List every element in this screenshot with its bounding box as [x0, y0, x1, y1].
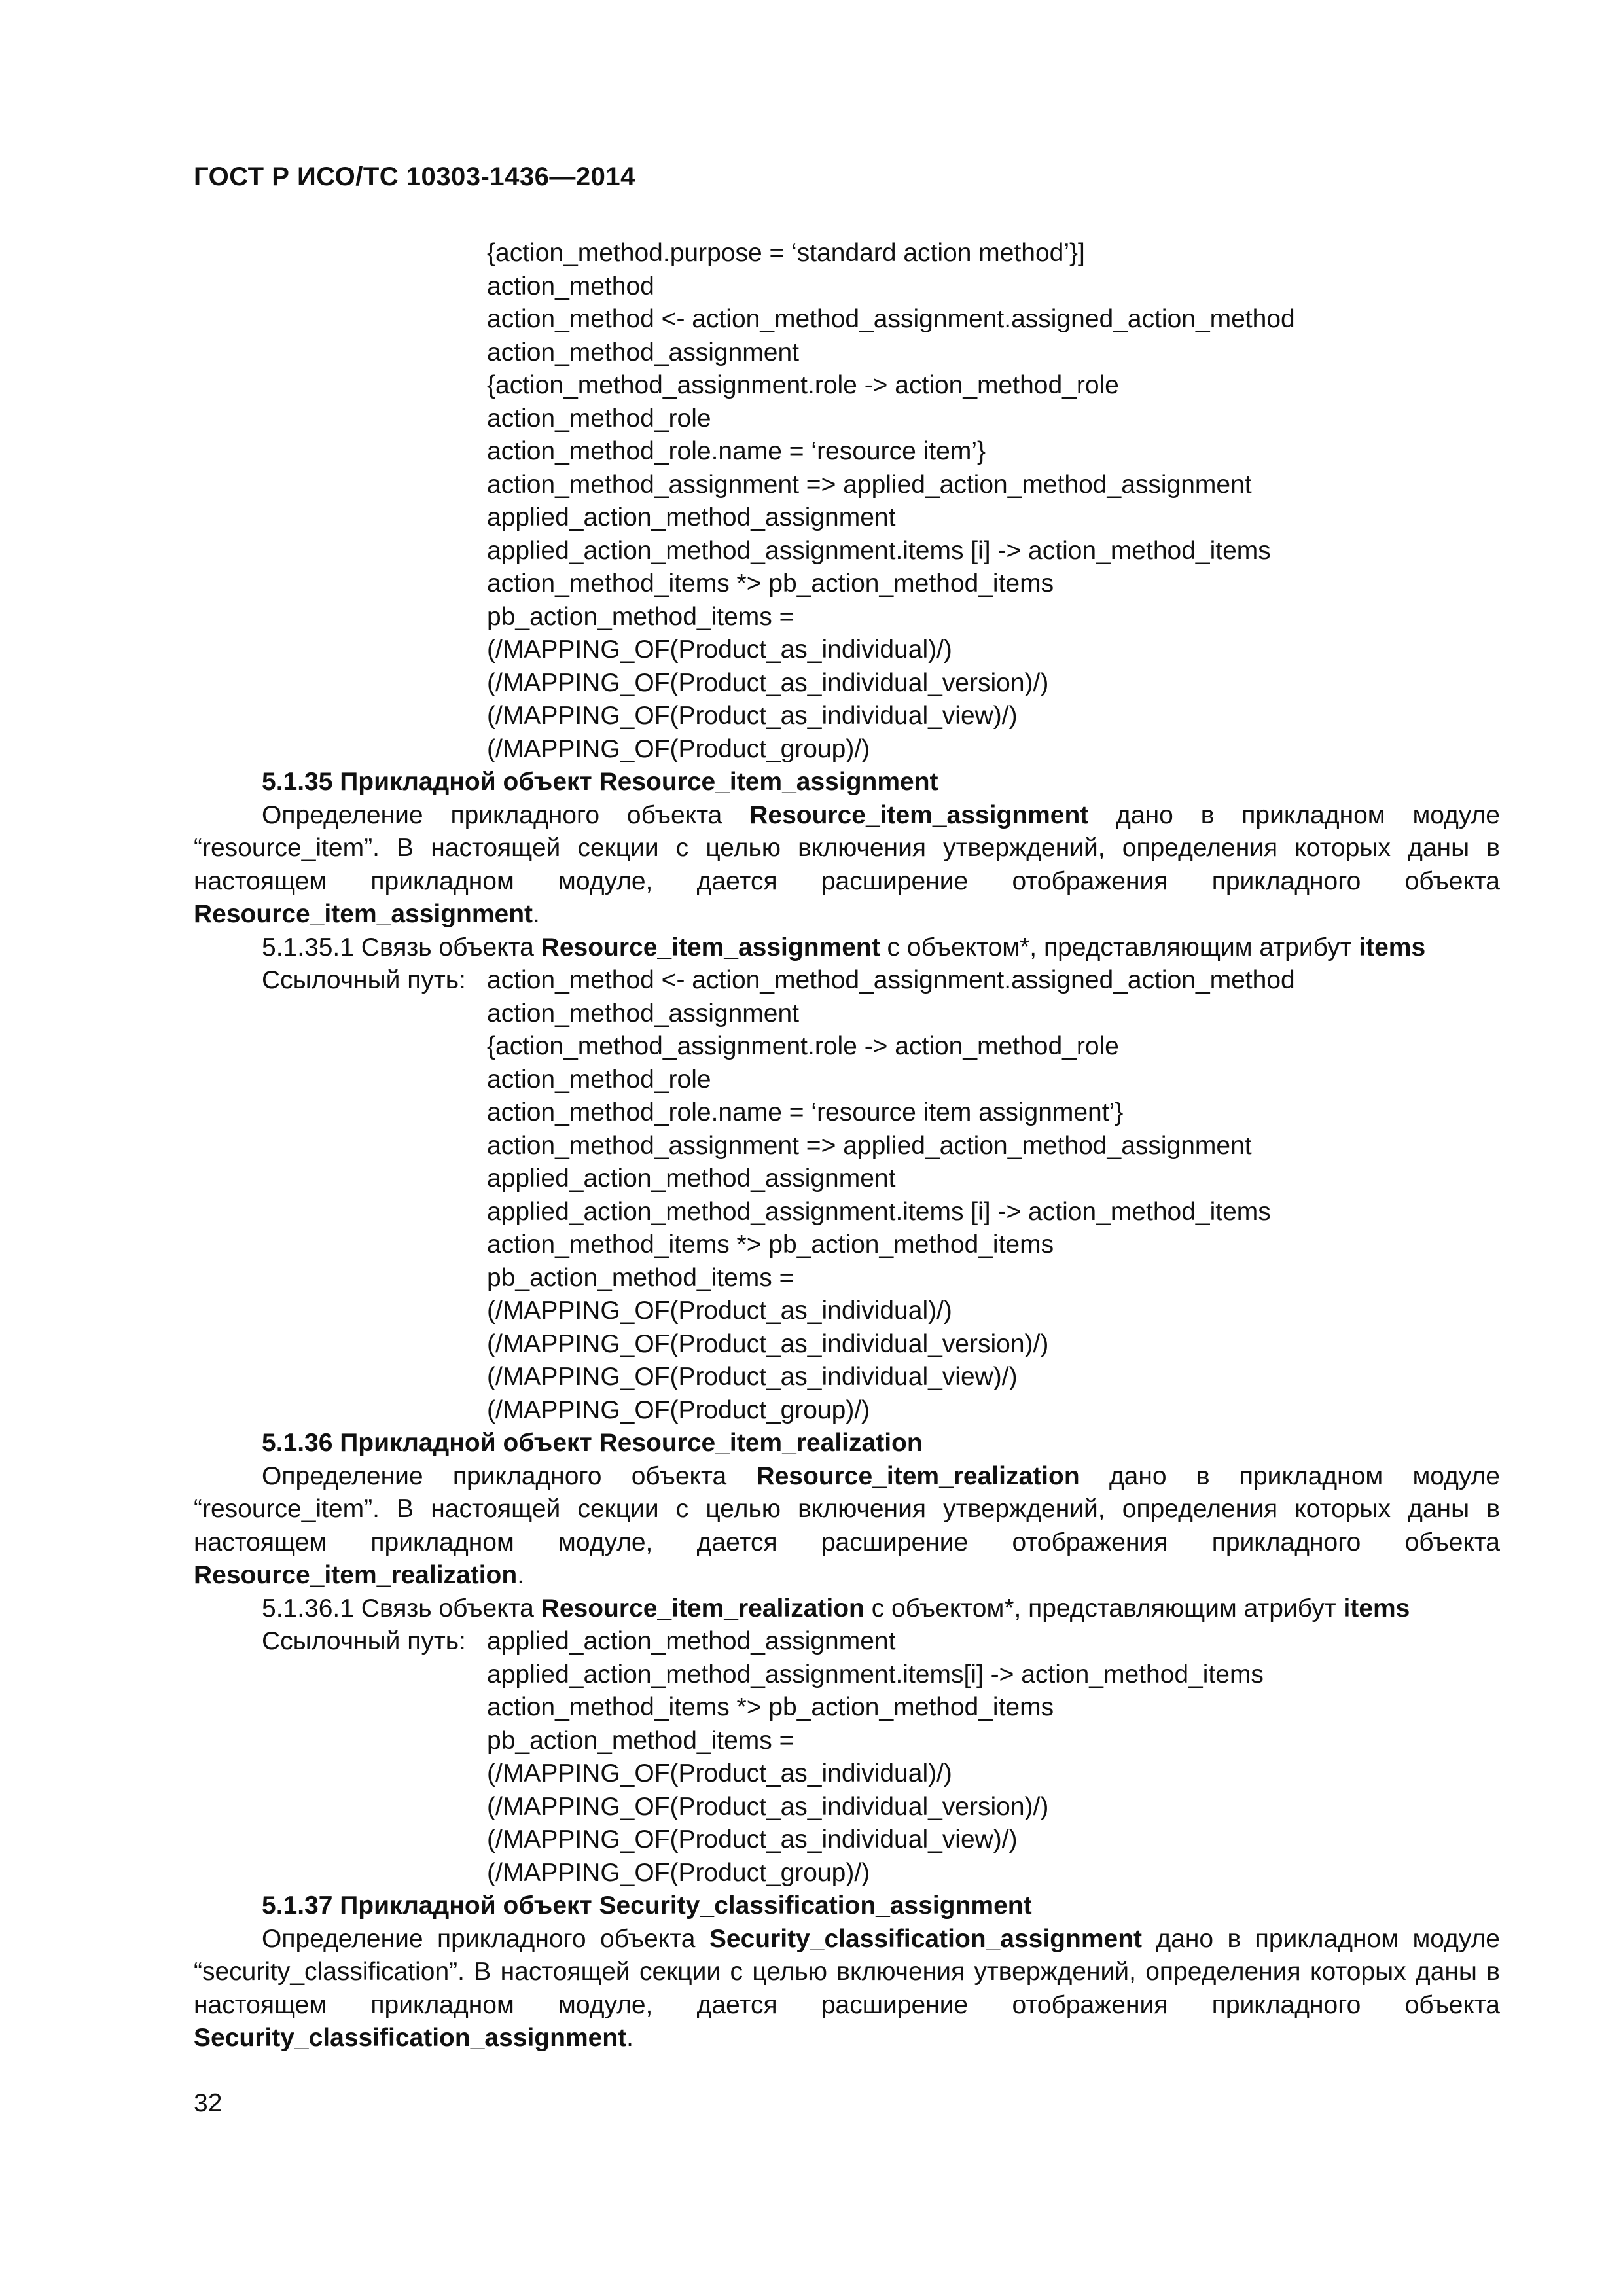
- code-line: (/MAPPING_OF(Product_as_individual_version)/): [487, 1792, 1049, 1821]
- code-line: action_method_items *> pb_action_method_items: [487, 1693, 1054, 1721]
- code-line: pb_action_method_items =: [487, 1263, 794, 1292]
- code-line: (/MAPPING_OF(Product_group)/): [487, 1858, 870, 1887]
- page-content: [194, 237, 1500, 2055]
- code-line: action_method <- action_method_assignment.assigned_action_method: [487, 966, 1295, 994]
- object-name: Security_classification_assignment: [194, 2024, 627, 2052]
- paragraph-text: дано в прикладном модуле “resource_item”. В настоящей секции с целью включения утверждений, определения которых даны в настоящем прикладном модуле, дается расширение отображения прикладного объекта: [194, 800, 1500, 895]
- reference-path-line: [194, 1625, 1500, 1659]
- code-line: applied_action_method_assignment.items [i] -> action_method_items: [487, 1197, 1271, 1226]
- page-number: 32: [194, 2089, 223, 2117]
- code-line: action_method_assignment => applied_action_method_assignment: [487, 1131, 1252, 1160]
- code-line: (/MAPPING_OF(Product_as_individual)/): [487, 1297, 952, 1325]
- reference-path-label: Ссылочный путь:: [262, 966, 466, 994]
- code-line: (/MAPPING_OF(Product_group)/): [487, 1395, 870, 1424]
- code-line: (/MAPPING_OF(Product_as_individual_view)/): [487, 1363, 1018, 1391]
- section-paragraph-5-1-35: [194, 799, 1500, 931]
- object-name: Resource_item_assignment: [194, 900, 533, 928]
- code-line: action_method: [487, 272, 654, 300]
- paragraph-text: .: [517, 1561, 525, 1589]
- code-line: action_method_assignment => applied_action_method_assignment: [487, 470, 1252, 499]
- section-heading-5-1-37: 5.1.37 Прикладной объект Security_classification_assignment: [262, 1892, 1032, 1920]
- object-name: Resource_item_assignment: [541, 933, 880, 961]
- reference-path-label: Ссылочный путь:: [262, 1627, 466, 1655]
- paragraph-text: Определение прикладного объекта: [262, 1462, 727, 1490]
- attribute-name: items: [1343, 1594, 1410, 1623]
- code-line: {action_method_assignment.role -> action_method_role: [487, 371, 1119, 399]
- code-line: applied_action_method_assignment.items[i] -> action_method_items: [487, 1660, 1264, 1689]
- section-paragraph-5-1-36: [194, 1460, 1500, 1592]
- subsection-number: 5.1.35.1 Связь объекта: [262, 933, 534, 961]
- code-line: (/MAPPING_OF(Product_as_individual_view)/): [487, 702, 1018, 730]
- section-heading-5-1-35: 5.1.35 Прикладной объект Resource_item_assignment: [262, 768, 938, 796]
- paragraph-text: .: [533, 900, 540, 928]
- code-line: action_method_role: [487, 404, 711, 433]
- paragraph-text: дано в прикладном модуле “security_classification”. В настоящей секции с целью включения утверждений, определения которых даны в настоящем прикладном модуле, дается расширение отображения прикладного объекта: [194, 1924, 1500, 2019]
- object-name: Resource_item_realization: [541, 1594, 865, 1623]
- code-line: action_method_role.name = ‘resource item’}: [487, 437, 986, 465]
- code-line: action_method_assignment: [487, 338, 799, 367]
- attribute-name: items: [1359, 933, 1426, 961]
- page-header: ГОСТ Р ИСО/ТС 10303-1436—2014: [194, 162, 635, 191]
- object-name: Resource_item_realization: [194, 1561, 518, 1589]
- reference-path-line: [194, 964, 1500, 997]
- code-line: (/MAPPING_OF(Product_as_individual)/): [487, 636, 952, 664]
- code-line: pb_action_method_items =: [487, 602, 794, 631]
- code-line: action_method_role: [487, 1065, 711, 1094]
- object-name: Resource_item_realization: [756, 1462, 1080, 1490]
- code-line: pb_action_method_items =: [487, 1726, 794, 1755]
- subsection-5-1-35-1: [194, 931, 1500, 965]
- paragraph-text: Определение прикладного объекта: [262, 1924, 696, 1953]
- subsection-number: 5.1.36.1 Связь объекта: [262, 1594, 534, 1623]
- code-line: (/MAPPING_OF(Product_group)/): [487, 734, 870, 763]
- code-line: applied_action_method_assignment: [487, 1627, 896, 1655]
- code-line: {action_method_assignment.role -> action_method_role: [487, 1032, 1119, 1060]
- code-line: (/MAPPING_OF(Product_as_individual_version)/): [487, 1329, 1049, 1358]
- code-line: action_method_items *> pb_action_method_items: [487, 569, 1054, 598]
- code-line: action_method <- action_method_assignment.assigned_action_method: [487, 305, 1295, 333]
- paragraph-text: Определение прикладного объекта: [262, 800, 722, 829]
- paragraph-text: .: [626, 2024, 633, 2052]
- code-line: action_method_assignment: [487, 999, 799, 1028]
- paragraph-text: дано в прикладном модуле “resource_item”. В настоящей секции с целью включения утверждений, определения которых даны в настоящем прикладном модуле, дается расширение отображения прикладного объекта: [194, 1462, 1500, 1556]
- code-line: (/MAPPING_OF(Product_as_individual_view)/): [487, 1825, 1018, 1854]
- code-line: applied_action_method_assignment: [487, 1164, 896, 1193]
- object-name: Security_classification_assignment: [709, 1924, 1143, 1953]
- code-line: action_method_items *> pb_action_method_items: [487, 1230, 1054, 1259]
- subsection-5-1-36-1: [194, 1592, 1500, 1626]
- code-line: action_method_role.name = ‘resource item assignment’}: [487, 1098, 1124, 1126]
- section-paragraph-5-1-37: [194, 1923, 1500, 2055]
- object-name: Resource_item_assignment: [749, 800, 1089, 829]
- code-line: {action_method.purpose = ‘standard action method’}]: [487, 239, 1085, 267]
- subsection-text: с объектом*, представляющим атрибут: [871, 1594, 1336, 1623]
- subsection-text: с объектом*, представляющим атрибут: [887, 933, 1352, 961]
- code-line: applied_action_method_assignment.items [i] -> action_method_items: [487, 536, 1271, 565]
- code-line: applied_action_method_assignment: [487, 503, 896, 531]
- section-heading-5-1-36: 5.1.36 Прикладной объект Resource_item_realization: [262, 1429, 923, 1457]
- code-line: (/MAPPING_OF(Product_as_individual_version)/): [487, 668, 1049, 697]
- code-line: (/MAPPING_OF(Product_as_individual)/): [487, 1759, 952, 1787]
